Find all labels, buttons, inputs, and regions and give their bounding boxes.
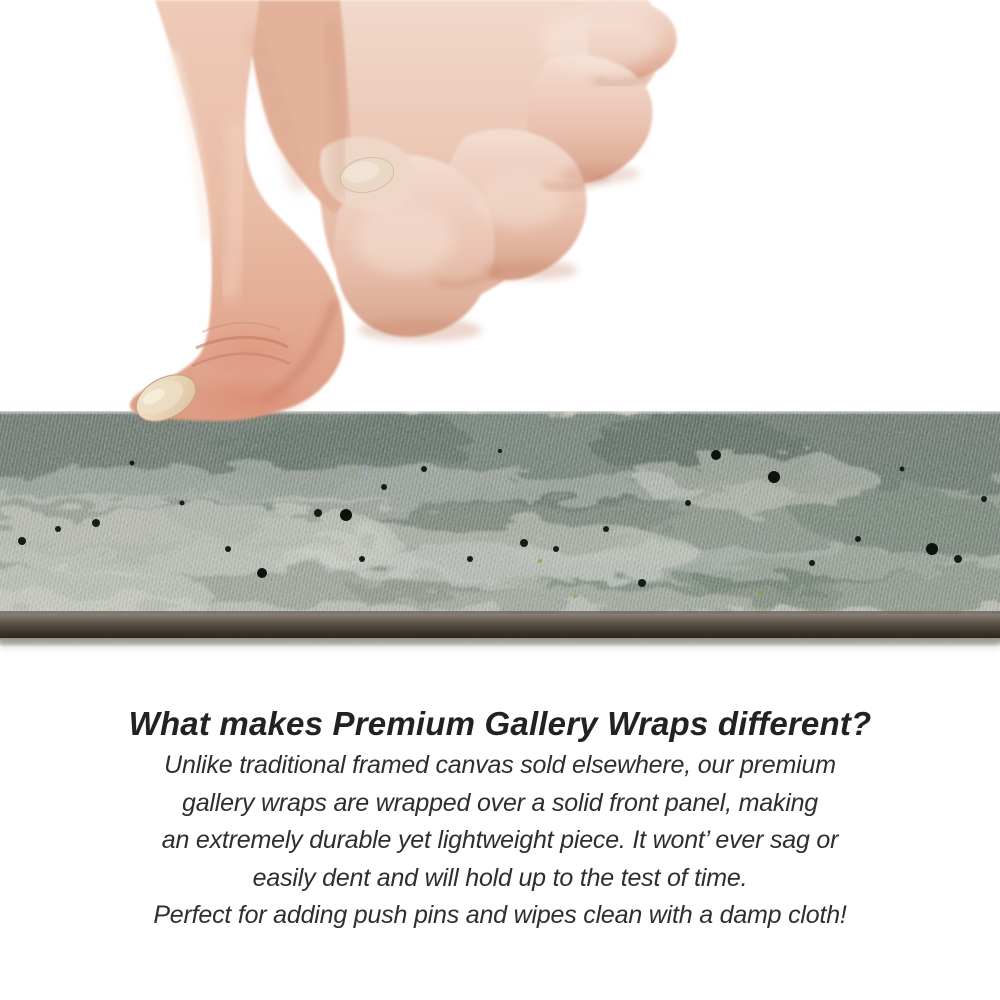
hand-illustration xyxy=(0,0,1000,450)
caption-block xyxy=(0,700,1000,935)
caption-line: Perfect for adding push pins and wipes clean with a damp cloth! xyxy=(153,901,847,929)
caption-line: an extremely durable yet lightweight piece. It wont’ ever sag or xyxy=(161,826,839,854)
caption-line: gallery wraps are wrapped over a solid front panel, making xyxy=(182,788,818,817)
canvas-edge xyxy=(0,614,1000,638)
caption-heading: What makes Premium Gallery Wraps different? xyxy=(128,705,872,742)
canvas-fold-line xyxy=(0,611,1000,614)
caption-line: Unlike traditional framed canvas sold elsewhere, our premium xyxy=(164,751,836,779)
caption-line: easily dent and will hold up to the test of time. xyxy=(252,863,748,892)
canvas-edge-fade xyxy=(0,638,1000,647)
